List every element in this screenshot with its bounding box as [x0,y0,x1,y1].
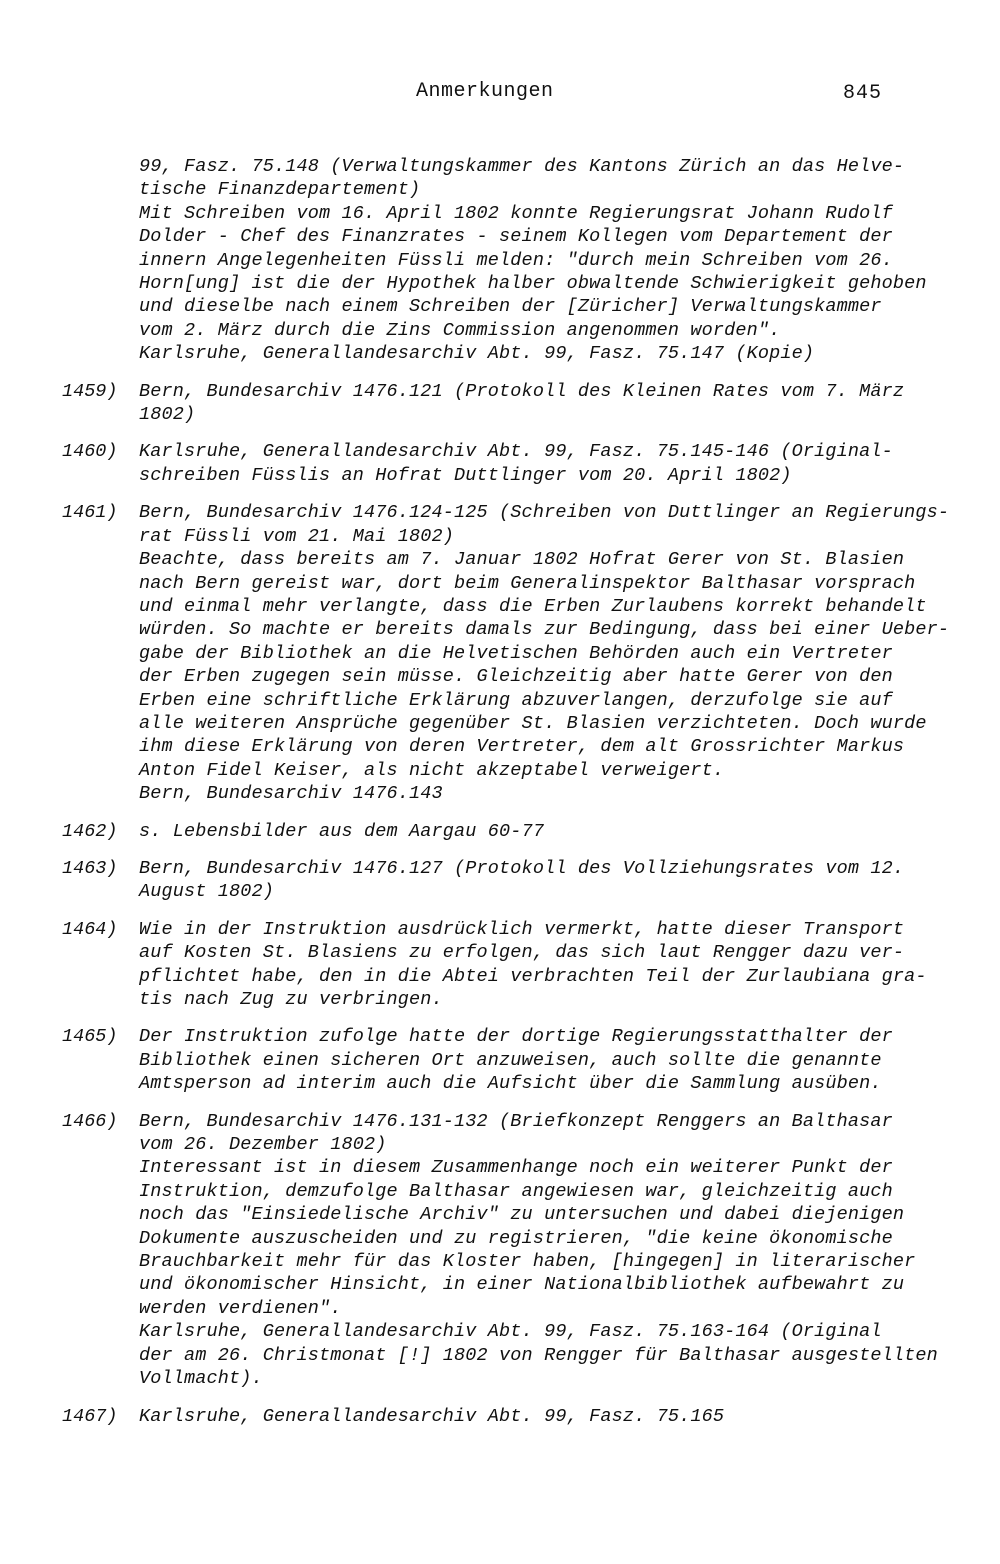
endnote-text [139,501,951,805]
text-line: schreiben Füsslis an Hofrat Duttlinger vom 20. April 1802) [139,464,792,486]
text-line: der am 26. Christmonat [!] 1802 von Rengger für Balthasar ausgestellten [139,1344,938,1366]
text-line: alle weiteren Ansprüche gegenüber St. Blasien verzichteten. Doch wurde [139,712,927,734]
endnote [0,1405,1000,1428]
endnote [0,501,1000,805]
text-line: auf Kosten St. Blasiens zu erfolgen, das sich laut Rengger dazu ver- [139,942,905,964]
endnote-text [139,857,951,904]
endnote-text [139,918,951,1012]
text-line: und ökonomischer Hinsicht, in einer Nationalbibliothek aufbewahrt zu [139,1274,905,1296]
endnotes-list [0,155,1000,1442]
text-line: noch das "Einsiedelische Archiv" zu untersuchen und dabei diejenigen [139,1204,905,1226]
text-line: Dolder - Chef des Finanzrates - seinem Kollegen vom Departement der [139,226,893,248]
endnote-text [139,1405,951,1428]
text-line: Beachte, dass bereits am 7. Januar 1802 Hofrat Gerer von St. Blasien [139,549,905,571]
text-line: rat Füssli vom 21. Mai 1802) [139,525,455,547]
text-line: und einmal mehr verlangte, dass die Erben Zurlaubens korrekt behandelt [139,595,927,617]
text-line: Bern, Bundesarchiv 1476.131-132 (Briefkonzept Renggers an Balthasar [139,1110,893,1132]
endnote [0,380,1000,427]
text-line: Bern, Bundesarchiv 1476.143 [139,783,443,805]
page-number: 845 [843,82,883,105]
endnote-text [139,155,951,366]
text-line: Dokumente auszuscheiden und zu registrieren, "die keine ökonomische [139,1227,893,1249]
text-line: Karlsruhe, Generallandesarchiv Abt. 99, Fasz. 75.145-146 (Original- [139,441,893,463]
text-line: Instruktion, demzufolge Balthasar angewiesen war, gleichzeitig auch [139,1180,893,1202]
endnote-number: 1459) [62,380,118,402]
text-line: Der Instruktion zufolge hatte der dortige Regierungsstatthalter der [139,1026,893,1048]
text-line: Bern, Bundesarchiv 1476.127 (Protokoll des Vollziehungsrates vom 12. [139,857,905,879]
endnote-text [139,1025,951,1095]
text-line: gabe der Bibliothek an die Helvetischen Behörden auch ein Vertreter [139,642,893,664]
text-line: Bern, Bundesarchiv 1476.121 (Protokoll des Kleinen Rates vom 7. März [139,380,905,402]
text-line: Karlsruhe, Generallandesarchiv Abt. 99, Fasz. 75.163-164 (Original [139,1321,882,1343]
text-line: Bern, Bundesarchiv 1476.124-125 (Schreiben von Duttlinger an Regierungs- [139,502,950,524]
endnote-number: 1466) [62,1110,118,1132]
text-line: tis nach Zug zu verbringen. [139,989,443,1010]
endnote-number: 1460) [62,441,118,463]
endnote [0,918,1000,1012]
endnote-number: 1463) [62,857,118,879]
text-line: innern Angelegenheiten Füssli melden: "durch mein Schreiben vom 26. [139,249,893,271]
text-line: Vollmacht). [139,1368,263,1390]
text-line: nach Bern gereist war, dort beim Generalinspektor Balthasar vorsprach [139,572,916,594]
endnote-text [139,380,951,427]
text-line: Karlsruhe, Generallandesarchiv Abt. 99, Fasz. 75.165 [139,1405,725,1427]
text-line: Karlsruhe, Generallandesarchiv Abt. 99, Fasz. 75.147 (Kopie) [139,343,815,365]
endnote-text [139,1110,951,1391]
running-title: Anmerkungen [416,80,554,103]
endnote [0,440,1000,487]
text-line: werden verdienen". [139,1297,342,1319]
endnote-text [139,440,951,487]
text-line: tische Finanzdepartement) [139,179,421,201]
text-line: Horn[ung] ist die der Hypothek halber obwaltende Schwierigkeit gehoben [139,273,927,295]
endnote [0,1025,1000,1095]
text-line: Interessant ist in diesem Zusammenhange noch ein weiterer Punkt der [139,1157,893,1179]
text-line: s. Lebensbilder aus dem Aargau 60-77 [139,820,545,842]
text-line: vom 26. Dezember 1802) [139,1134,387,1156]
endnote-number: 1461) [62,502,118,524]
text-line: der Erben zugegen sein müsse. Gleichzeitig aber hatte Gerer von den [139,666,893,688]
text-line: Wie in der Instruktion ausdrücklich vermerkt, hatte dieser Transport [139,918,905,940]
text-line: Anton Fidel Keiser, als nicht akzeptabel verweigert. [139,759,725,781]
endnote-number: 1465) [62,1026,118,1048]
text-line: pflichtet habe, den in die Abtei verbrachten Teil der Zurlaubiana gra- [139,965,927,987]
endnote-text [139,820,951,843]
text-line: 1802) [139,404,196,426]
text-line: August 1802) [139,881,275,903]
endnote-number: 1464) [62,918,118,940]
text-line: würden. So machte er bereits damals zur Bedingung, dass bei einer Ueber- [139,619,950,641]
text-line: Mit Schreiben vom 16. April 1802 konnte Regierungsrat Johann Rudolf [139,202,893,224]
text-line: ihm diese Erklärung von deren Vertreter, dem alt Grossrichter Markus [139,736,905,758]
endnote-number: 1462) [62,820,118,842]
text-line: Bibliothek einen sicheren Ort anzuweisen, auch sollte die genannte [139,1049,882,1071]
text-line: vom 2. März durch die Zins Commission angenommen worden". [139,319,781,341]
endnote [0,820,1000,843]
text-line: Amtsperson ad interim auch die Aufsicht über die Sammlung ausüben. [139,1073,882,1095]
text-line: Brauchbarkeit mehr für das Kloster haben, [hingegen] in literarischer [139,1251,916,1273]
endnote [0,857,1000,904]
endnote [0,155,1000,366]
text-line: 99, Fasz. 75.148 (Verwaltungskammer des Kantons Zürich an das Helve- [139,156,905,177]
page-header [0,80,1000,110]
endnote [0,1110,1000,1391]
text-line: Erben eine schriftliche Erklärung abzuverlangen, derzufolge sie auf [139,689,893,711]
endnote-number: 1467) [62,1405,118,1427]
text-line: und dieselbe nach einem Schreiben der [Züricher] Verwaltungskammer [139,296,882,318]
